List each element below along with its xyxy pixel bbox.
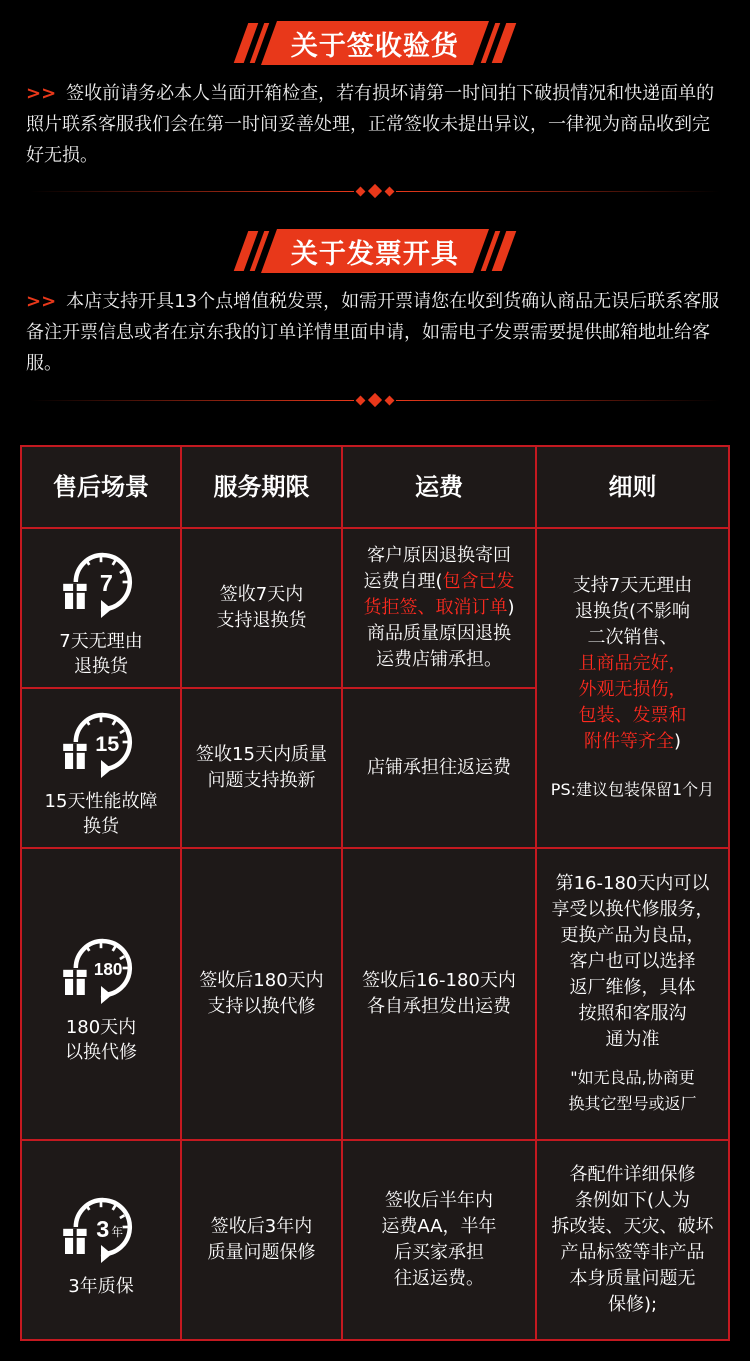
table-row-period: 签收7天内 支持退换货 <box>182 529 343 689</box>
section-banner-inspection <box>238 20 512 66</box>
clock-gift-icon <box>56 923 146 1013</box>
section-banner-invoice <box>238 228 512 274</box>
table-row-fee: 客户原因退换寄回 运费自理(包含已发 货拒签、取消订单) 商品质量原因退换 运费店铺承担。 <box>343 529 537 689</box>
inspection-text: 签收前请务必本人当面开箱检查，若有损坏请第一时间拍下破损情况和快递面单的照片联系客服我们会在第一时间妥善处理，正常签收未提出异议，一律视为商品收到完好无损。 <box>26 83 715 166</box>
table-detail-merged: 支持7天无理由 退换货(不影响 二次销售、 且商品完好， 外观无损伤， 包装、发票和 附件等齐全) PS:建议包装保留1个月 <box>537 529 728 849</box>
clock-gift-icon <box>56 537 146 627</box>
scene-label: 15天性能故障 换货 <box>44 791 158 837</box>
clock-gift-icon <box>56 697 146 787</box>
table-row-fee: 店铺承担往返运费 <box>343 689 537 849</box>
ornament-divider <box>30 393 720 407</box>
table-row-period: 签收后3年内 质量问题保修 <box>182 1141 343 1339</box>
table-header-cell: 运费 <box>343 447 537 529</box>
table-row-fee: 签收后16-180天内 各自承担发出运费 <box>343 849 537 1141</box>
table-row-period: 签收后180天内 支持以换代修 <box>182 849 343 1141</box>
table-row-fee: 签收后半年内 运费AA，半年 后买家承担 往返运费。 <box>343 1141 537 1339</box>
scene-label: 3年质保 <box>68 1275 134 1297</box>
arrow-marker-icon: >> <box>26 83 57 104</box>
clock-gift-icon <box>56 1182 146 1272</box>
inspection-paragraph <box>26 78 726 171</box>
svg-text:3: 3 <box>96 1215 110 1242</box>
table-header-cell: 细则 <box>537 447 728 529</box>
arrow-marker-icon: >> <box>26 291 57 312</box>
svg-text:年: 年 <box>111 1224 124 1239</box>
invoice-paragraph <box>26 286 726 379</box>
svg-text:180: 180 <box>93 960 123 980</box>
table-row-scene <box>22 689 182 849</box>
table-row-detail: 第16-180天内可以 享受以换代修服务， 更换产品为良品， 客户也可以选择 返厂维修，具体 按照和客服沟 通为准 "如无良品,协商更 换其它型号或返厂 <box>537 849 728 1141</box>
section-title-inspection: 关于签收验货 <box>291 30 459 62</box>
table-row-detail: 各配件详细保修 条例如下(人为 拆改装、天灾、破坏 产品标签等非产品 本身质量问题无 保修); <box>551 1164 714 1315</box>
table-row-period: 签收15天内质量 问题支持换新 <box>182 689 343 849</box>
table-header-cell: 服务期限 <box>182 447 343 529</box>
table-header-cell: 售后场景 <box>22 447 182 529</box>
svg-text:7: 7 <box>99 570 113 596</box>
scene-label: 7天无理由 退换货 <box>59 631 143 677</box>
ornament-divider <box>30 184 720 198</box>
table-row-scene <box>22 849 182 1141</box>
after-sales-table <box>20 445 730 1341</box>
invoice-text: 本店支持开具13个点增值税发票，如需开票请您在收到货确认商品无误后联系客服备注开票信息或者在京东我的订单详情里面申请，如需电子发票需要提供邮箱地址给客服。 <box>26 291 720 374</box>
table-row-scene <box>22 529 182 689</box>
svg-text:15: 15 <box>95 731 120 756</box>
scene-label: 180天内 以换代修 <box>65 1017 137 1063</box>
section-title-invoice: 关于发票开具 <box>291 238 459 270</box>
table-row-scene <box>22 1141 182 1339</box>
